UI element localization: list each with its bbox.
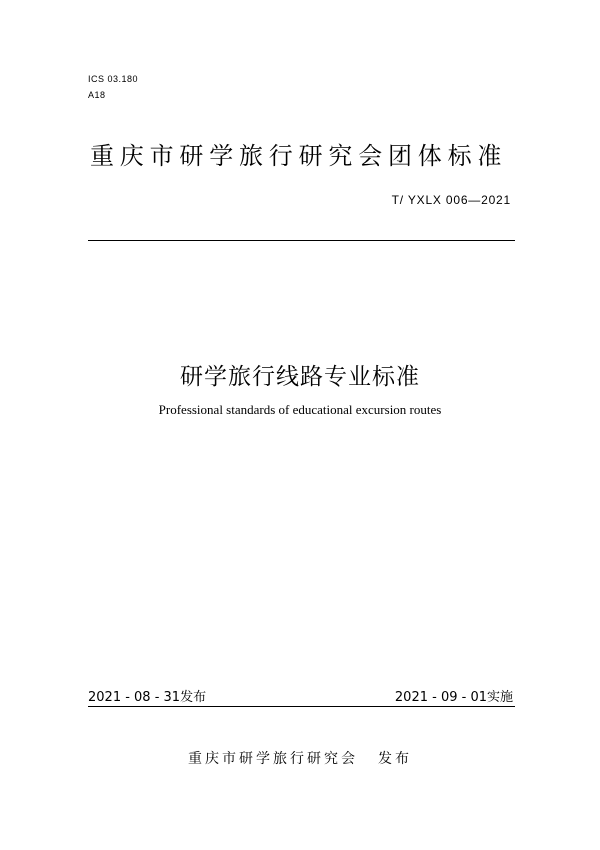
issue-date: 2021 - 08 - 31发布 <box>88 690 207 705</box>
document-title: 研学旅行线路专业标准 <box>180 364 420 390</box>
header-divider <box>88 240 515 241</box>
footer-divider <box>88 706 515 707</box>
publisher-name: 重庆市研学旅行研究会 <box>188 751 358 767</box>
standard-number: T/ YXLX 006—2021 <box>391 193 511 207</box>
organization-standard-title: 重庆市研学旅行研究会团体标准 <box>90 142 508 170</box>
publisher-line <box>0 748 600 768</box>
document-title-english: Professional standards of educational excursion routes <box>158 402 442 417</box>
classification-code: A18 <box>88 90 106 100</box>
ics-code: ICS 03.180 <box>88 74 139 84</box>
publisher-action: 发布 <box>378 751 412 767</box>
effective-date: 2021 - 09 - 01实施 <box>394 690 513 705</box>
